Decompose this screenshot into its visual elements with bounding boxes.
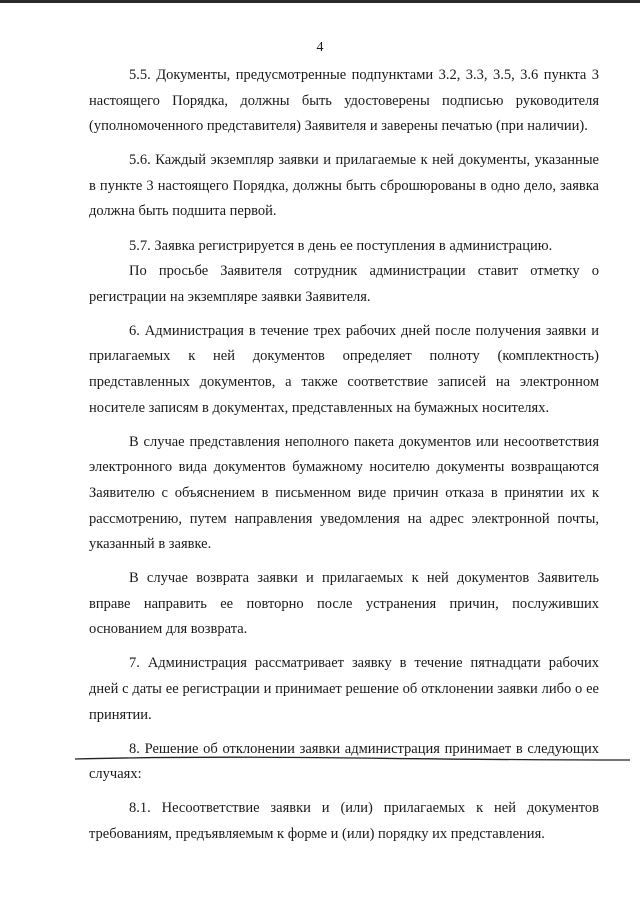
page-number: 4 <box>316 40 324 55</box>
top-border-line <box>0 0 640 3</box>
paragraph-7: 7. Администрация рассматривает заявку в течение пятнадцати рабочих дней с даты ее регистрации и принимает решение об отклонении заявки либо о ее принятии. <box>89 655 599 723</box>
paragraph-registration-mark: По просьбе Заявителя сотрудник администрации ставит отметку о регистрации на экземпляре заявки Заявителя. <box>89 263 599 305</box>
paragraph-incomplete-package: В случае представления неполного пакета документов или несоответствия электронного вида документов бумажному носителю документы возвращаются Заявителю с объяснением в письменном виде причин отказа в принятии их к рассмотрению, путем направления уведомления на адрес электронной почты, указанный в заявке. <box>89 433 599 553</box>
paragraph-8: 8. Решение об отклонении заявки администрация принимает в следующих случаях: <box>89 740 599 783</box>
paragraph-5-7: 5.7. Заявка регистрируется в день ее поступления в администрацию. <box>129 237 553 254</box>
document-body <box>89 63 599 856</box>
paragraph-5-5: 5.5. Документы, предусмотренные подпунктами 3.2, 3.3, 3.5, 3.6 пункта 3 настоящего Порядка, должны быть удостоверены подписью руководителя (уполномоченного представителя) Заявителя и заверены печатью (при наличии). <box>89 67 599 135</box>
paragraph-8-1: 8.1. Несоответствие заявки и (или) прилагаемых к ней документов требованиям, предъявляемым к форме и (или) порядку их представления. <box>89 800 599 843</box>
paragraph-resubmission: В случае возврата заявки и прилагаемых к ней документов Заявитель вправе направить ее повторно после устранения причин, послуживших основанием для возврата. <box>89 570 599 638</box>
paragraph-6: 6. Администрация в течение трех рабочих дней после получения заявки и прилагаемых к ней документов определяет полноту (комплектность) представленных документов, а также соответствие записей на электронном носителе записям в документах, представленных на бумажных носителях. <box>89 322 599 416</box>
paragraph-5-6: 5.6. Каждый экземпляр заявки и прилагаемые к ней документы, указанные в пункте 3 настоящего Порядка, должны быть сброшюрованы в одно дело, заявка должна быть подшита первой. <box>89 152 599 220</box>
